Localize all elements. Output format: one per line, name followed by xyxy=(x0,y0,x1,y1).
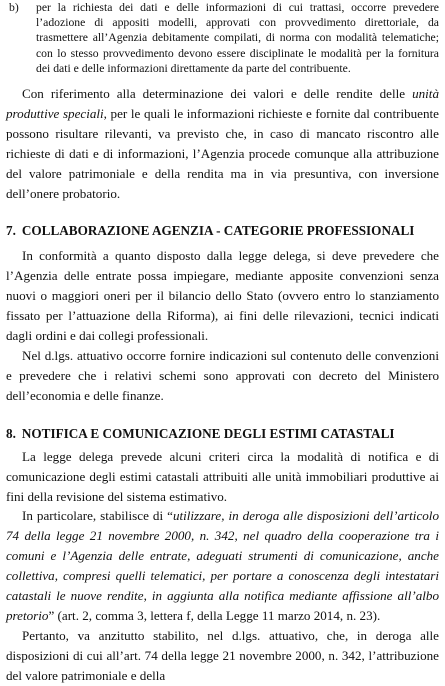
paragraph-text: , per le quali le informazioni richieste e fornite dal contribuente possono risultare rilevanti, va previsto che, in caso di mancato riscontro alle richieste di dati e di informazioni, l’Agenzia procede comunque alla attribuzione del valore patrimoniale e della rendita ma in via presuntiva, con inversione dell’onere probatorio. xyxy=(6,105,439,201)
paragraph-unita-produttive xyxy=(6,84,439,203)
paragraph-convenzioni: In conformità a quanto disposto dalla legge delega, si deve prevedere che l’Agenzia delle entrate possa impiegare, mediante apposite convenzioni senza nuovi o maggiori oneri per il bilancio dello Stato (ovvero entro lo stanziamento fissato per l’attuazione della Riforma), ai fini delle rilevazioni, tecnici indicati dagli ordini e dai collegi professionali. xyxy=(6,248,439,344)
section-title: NOTIFICA E COMUNICAZIONE DEGLI ESTIMI CATASTALI xyxy=(21,425,395,441)
paragraph-text: ” (art. 2, comma 3, lettera f, della Legge 11 marzo 2014, n. 23). xyxy=(48,607,381,623)
paragraph-text: In particolare, stabilisce di “ xyxy=(22,508,173,524)
paragraph-legge-delega: La legge delega prevede alcuni criteri circa la modalità di notifica e di comunicazione degli estimi catastali attribuiti alle unità immobiliari produttive ai fini della revisione del sistema estimativo. xyxy=(6,448,439,504)
section-heading-8 xyxy=(6,425,439,443)
list-item-text: per la richiesta dei dati e delle informazioni di cui trattasi, occorre prevedere l’adozione di appositi modelli, approvati con provvedimento direttoriale, da trasmettere all’Agenzia debitamente compilati, di norma con modalità telematiche; con lo stesso provvedimento devono essere disciplinate le modalità per la fornitura dei dati e delle informazioni direttamente da parte del contribuente. xyxy=(36,1,439,75)
paragraph-citazione xyxy=(6,506,439,625)
paragraph-decreto: Nel d.lgs. attuativo occorre fornire indicazioni sul contenuto delle convenzioni e prevedere che i relativi schemi sono approvati con decreto del Ministero dell’economia e delle finanze. xyxy=(6,347,439,403)
section-number: 7. xyxy=(6,223,16,239)
list-item-marker: b) xyxy=(9,1,19,14)
section-number: 8. xyxy=(6,425,16,441)
paragraph-text: Con riferimento alla determinazione dei valori e delle rendite delle xyxy=(22,86,413,102)
list-item-b xyxy=(6,0,439,76)
paragraph-pertanto: Pertanto, va anzitutto stabilito, nel d.lgs. attuativo, che, in deroga alle disposizioni di cui all’art. 74 della legge 21 novembre 2000, n. 342, l’attribuzione del valore patrimoniale e della xyxy=(6,627,439,683)
paragraph-quotation: utilizzare, in deroga alle disposizioni dell’articolo 74 della legge 21 novembre 2000, n. 342, nel quadro della cooperazione tra i comuni e l’Agenzia delle entrate, adeguati strumenti di comunicazione, anche collettiva, compresi quelli telematici, per portare a conoscenza degli intestatari catastali le nuove rendite, in aggiunta alla notifica mediante affissione all’albo pretorio xyxy=(6,508,439,623)
section-title: COLLABORAZIONE AGENZIA - CATEGORIE PROFESSIONALI xyxy=(21,223,415,239)
paragraph-emphasis: unità produttive speciali xyxy=(6,86,439,121)
section-heading-7 xyxy=(6,222,439,240)
